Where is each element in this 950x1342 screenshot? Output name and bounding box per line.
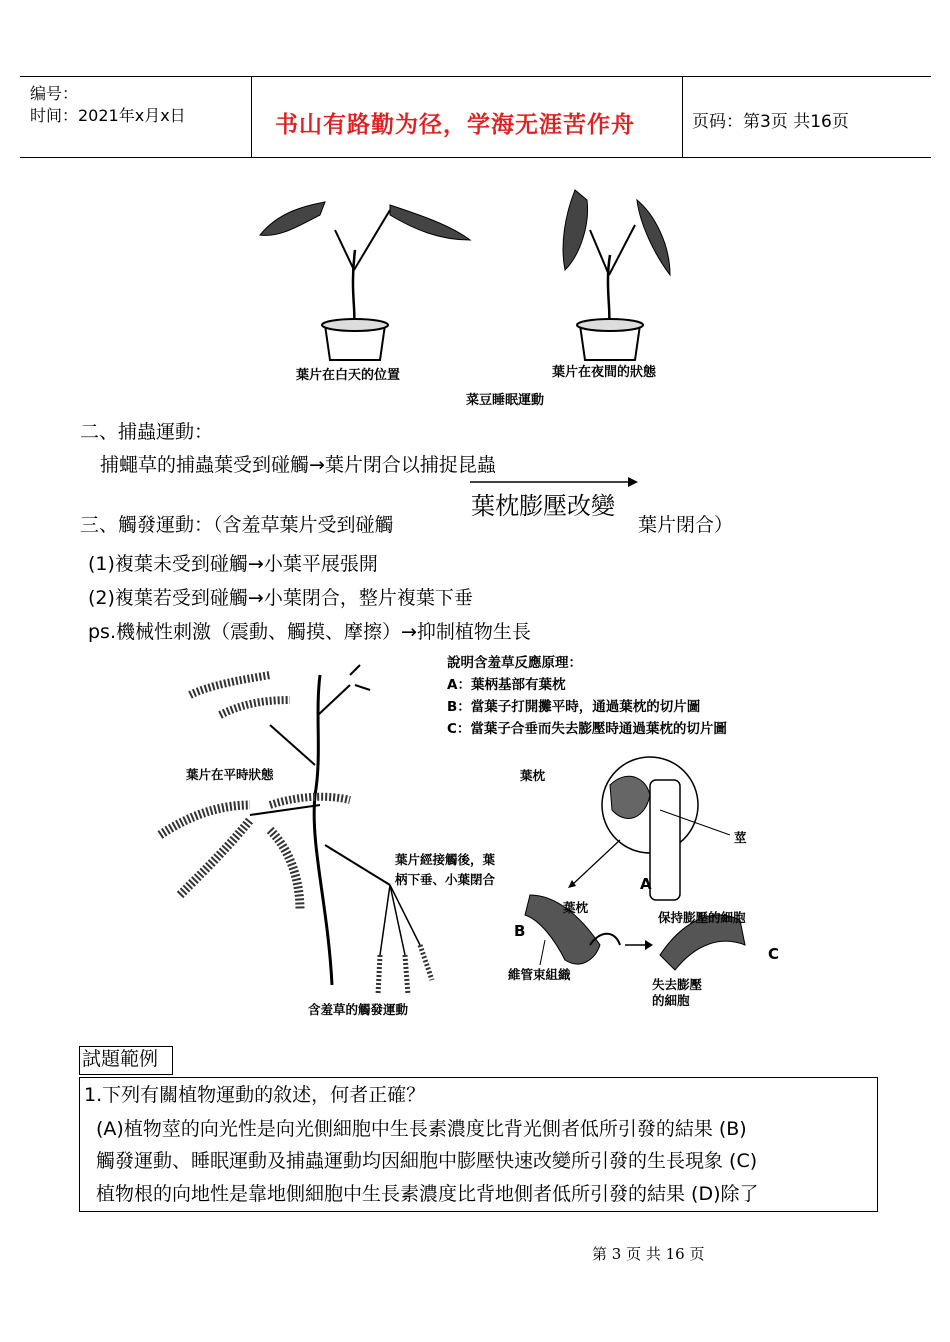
exercise-box [79,1077,878,1212]
header-divider-1 [251,77,252,157]
section2-heading: 二、捕蟲運動： [80,421,214,443]
header-motto: 书山有路勤为径，学海无涯苦作舟 [275,112,635,138]
bean-plant-day-illustration [250,190,480,360]
label-c: C [768,945,780,963]
label-lose-1: 失去膨壓 [652,977,703,992]
section3-item1: (1)複葉未受到碰觸→小葉平展張開 [88,553,378,575]
label-touched-2: 柄下垂、小葉閉合 [395,872,496,887]
explain-title: 說明含羞草反應原理： [447,655,582,671]
label-vascular: 維管束組織 [508,967,571,982]
figure2-title: 含羞草的觸發運動 [308,1002,409,1017]
header-meta [30,83,186,163]
exercise-title: 試題範例 [79,1046,173,1075]
page-header [20,76,931,158]
label-normal-state: 葉片在平時狀態 [186,767,274,782]
time-label: 时间：2021年x月x日 [30,106,186,125]
label-b: B [514,922,526,940]
exercise-line3: 植物根的向地性是靠地側細胞中生長素濃度比背地側者低所引發的結果 (D)除了 [96,1183,759,1205]
caption-night: 葉片在夜間的狀態 [552,365,657,380]
explain-a: A：葉柄基部有葉枕 [447,677,566,693]
footer-page: 第 3 页 共 16 页 [592,1245,705,1263]
section3-item2: (2)複葉若受到碰觸→小葉閉合，整片複葉下垂 [88,587,473,609]
label-lose-2: 的細胞 [652,993,690,1008]
explain-b: B：當葉子打開攤平時，通過葉枕的切片圖 [447,699,701,715]
label-a: A [640,875,652,893]
mimosa-plant-illustration [150,655,440,1000]
caption-day: 葉片在白天的位置 [296,368,401,383]
label-stem: 莖 [734,830,747,845]
label-pulvinus: 葉枕 [520,768,546,783]
section2-line: 捕蠅草的捕蟲葉受到碰觸→葉片閉合以捕捉昆蟲 [100,454,496,476]
arrow-label: 葉枕膨壓改變 [471,492,615,520]
header-divider-2 [682,77,683,157]
number-label: 编号： [30,84,79,103]
header-page-label: 页码：第3页 共16页 [692,112,849,132]
section3-heading-start: 三、觸發運動：（含羞草葉片受到碰觸 [80,514,394,536]
exercise-question: 1.下列有關植物運動的敘述，何者正確？ [84,1084,426,1106]
figure1-title: 菜豆睡眠運動 [466,393,545,408]
label-keep-turgor: 保持膨壓的細胞 [658,910,746,925]
explain-c: C：當葉子合垂而失去膨壓時通過葉枕的切片圖 [447,721,727,737]
exercise-line1: (A)植物莖的向光性是向光側細胞中生長素濃度比背光側者低所引發的結果 (B) [96,1118,747,1140]
section3-ps: ps.機械性刺激（震動、觸摸、摩擦）→抑制植物生長 [88,621,531,643]
exercise-line2: 觸發運動、睡眠運動及捕蟲運動均因細胞中膨壓快速改變所引發的生長現象 (C) [96,1150,758,1172]
bean-plant-night-illustration [545,185,695,360]
section3-heading-end: 葉片閉合） [638,514,734,536]
label-touched-1: 葉片經接觸後，葉 [395,852,496,867]
label-pulvinus-b: 葉枕 [563,900,589,915]
right-arrow [470,476,640,488]
